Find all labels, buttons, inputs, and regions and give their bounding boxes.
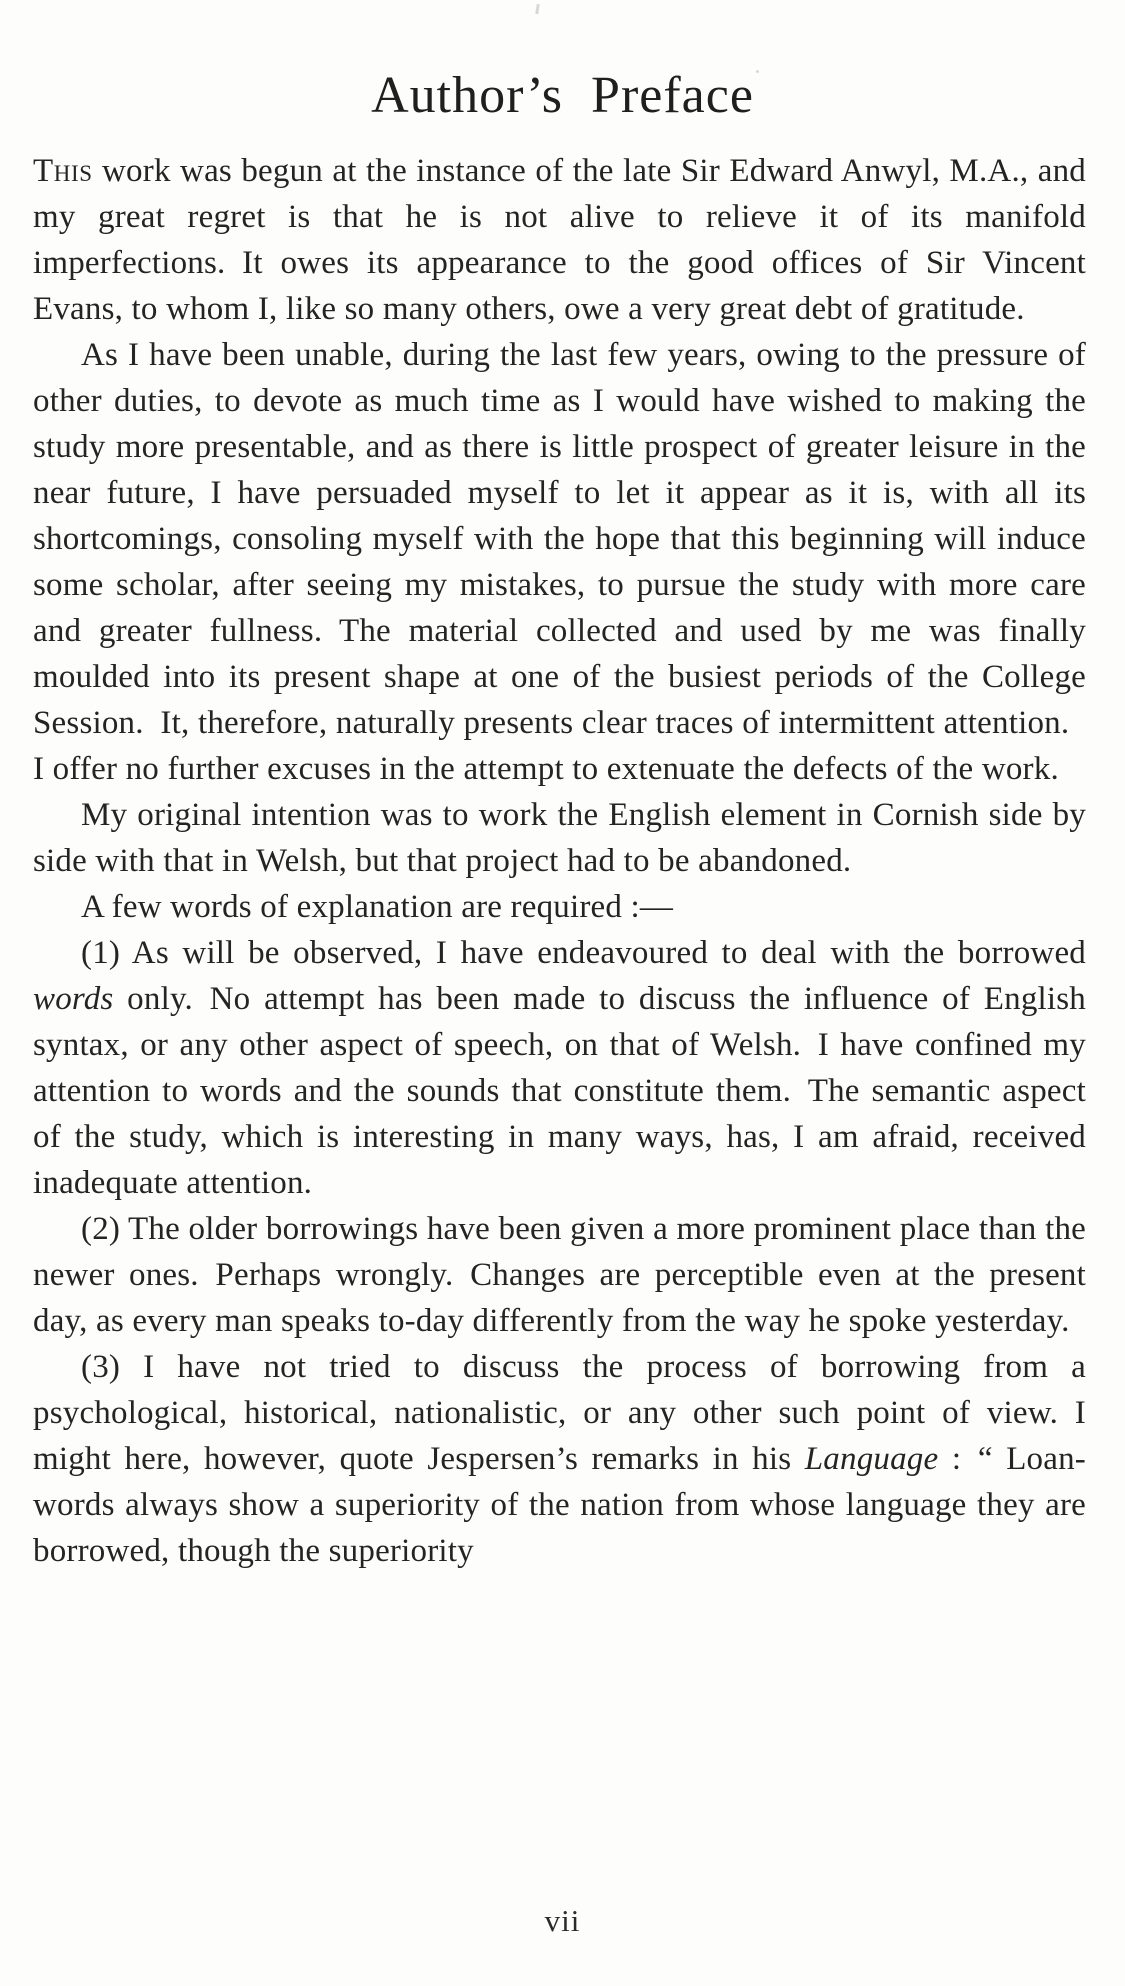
- text-run: Language: [804, 1441, 939, 1477]
- text-run: : “ Loan-words always show a superiority of the nation from whose language they are borrowed, though the superiority: [33, 1441, 1086, 1569]
- text-run: (1) As will be observed, I have endeavoured to deal with the borrowed: [81, 935, 1086, 971]
- text-run: (2) The older borrowings have been given a more prominent place than the newer ones. Perhaps wrongly. Changes are perceptible even at the present day, as every man speaks to-day differently from the way he spoke yesterday.: [33, 1211, 1086, 1339]
- text-run: words: [33, 981, 114, 1017]
- paragraph: [33, 930, 1086, 1206]
- scan-artifact-tick: [535, 4, 539, 14]
- text-run: A few words of explanation are required :—: [81, 889, 674, 925]
- text-run: only. No attempt has been made to discuss the influence of English syntax, or any other aspect of speech, on that of Welsh. I have confined my attention to words and the sounds that constitute them. The semantic aspect of the study, which is interesting in many ways, has, I am afraid, received inadequate attention.: [33, 981, 1086, 1201]
- paragraph: [33, 332, 1086, 792]
- paragraph: [33, 792, 1086, 884]
- text-run: work was begun at the instance of the late Sir Edward Anwyl, M.A., and my great regret is that he is not alive to relieve it of its manifold imperfections. It owes its appearance to the good offices of Sir Vincent Evans, to whom I, like so many others, owe a very great debt of gratitude.: [33, 153, 1086, 327]
- text-run: My original intention was to work the English element in Cornish side by side with that in Welsh, but that project had to be abandoned.: [33, 797, 1086, 879]
- paragraph: [33, 1206, 1086, 1344]
- page-number: vii: [544, 1903, 581, 1938]
- paragraph: [33, 1344, 1086, 1574]
- paragraph: [33, 884, 1086, 930]
- paragraph: [33, 148, 1086, 332]
- page-body: [0, 148, 1125, 1574]
- text-run: As I have been unable, during the last few years, owing to the pressure of other duties, to devote as much time as I would have wished to making the study more presentable, and as there is little prospect of greater leisure in the near future, I have persuaded myself to let it appear as it is, with all its shortcomings, consoling myself with the hope that this beginning will induce some scholar, after seeing my mistakes, to pursue the study with more care and greater fullness. The material collected and used by me was finally moulded into its present shape at one of the busiest periods of the College Session. It, therefore, naturally presents clear traces of intermittent attention. I offer no further excuses in the attempt to extenuate the defects of the work.: [33, 337, 1086, 787]
- text-run: This: [33, 153, 93, 189]
- text-run: (3) I have not tried to discuss the process of borrowing from a psychological, historical, nationalistic, or any other such point of view. I might here, however, quote Jespersen’s remarks in his: [33, 1349, 1086, 1477]
- page-title: Author’s Preface: [371, 67, 754, 124]
- scan-artifact-dot: [756, 70, 759, 73]
